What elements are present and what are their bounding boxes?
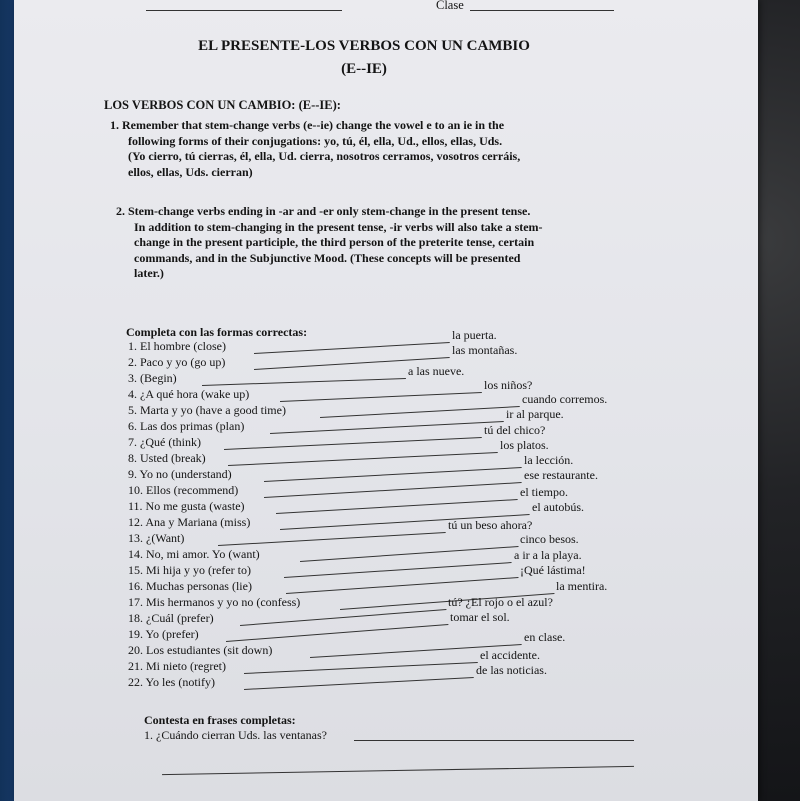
rule-1-line: ellos, ellas, Uds. cierran) (128, 164, 253, 179)
exercise-ending: tú del chico? (484, 423, 546, 437)
rule-1-line: following forms of their conjugations: yo, tú, él, ella, Ud., ellos, ellas, Uds. (128, 133, 503, 148)
exercise-answer-line[interactable] (202, 378, 406, 386)
exercise-answer-line[interactable] (320, 406, 520, 418)
exercise-ending: tomar el sol. (450, 610, 510, 624)
exercise-answer-line[interactable] (244, 662, 478, 674)
rule-2-line: commands, and in the Subjunctive Mood. (These concepts will be presented (134, 250, 521, 265)
rule-2-line: change in the present participle, the third person of the preterite tense, certain (134, 235, 535, 249)
exercise-prompt: 19. Yo (prefer) (128, 627, 199, 641)
exercise-prompt: 18. ¿Cuál (prefer) (128, 611, 214, 625)
answer-blank-line[interactable] (162, 766, 634, 775)
exercise-ending: ir al parque. (506, 407, 564, 421)
rule-point-1 (110, 118, 520, 180)
exercise-ending: la lección. (524, 453, 574, 467)
exercise-answer-line[interactable] (270, 421, 504, 434)
rule-1-line: (Yo cierro, tú cierras, él, ella, Ud. cierra, nosotros cerramos, vosotros cerráis, (128, 149, 521, 163)
exercise-prompt: 10. Ellos (recommend) (128, 483, 239, 497)
exercise-ending: las montañas. (452, 343, 518, 357)
exercise-ending: el tiempo. (520, 485, 568, 499)
exercise-prompt: 22. Yo les (notify) (128, 675, 216, 689)
exercise-prompt: 1. El hombre (close) (128, 339, 226, 353)
exercise-prompt: 4. ¿A qué hora (wake up) (128, 387, 250, 401)
exercise-prompt: 3. (Begin) (128, 371, 177, 385)
exercise-answer-line[interactable] (224, 437, 482, 450)
exercise-answer-line[interactable] (218, 532, 446, 546)
completa-heading: Completa con las formas correctas: (126, 325, 308, 339)
exercise-prompt: 6. Las dos primas (plan) (128, 419, 245, 433)
exercise-answer-line[interactable] (276, 499, 518, 514)
exercise-answer-line[interactable] (264, 482, 522, 498)
exercise-ending: la mentira. (556, 579, 608, 593)
answer-blank-line[interactable] (354, 740, 634, 741)
exercise-ending: a ir a la playa. (514, 548, 582, 562)
exercise-ending: a las nueve. (408, 364, 465, 378)
worksheet-page (14, 0, 758, 801)
exercise-ending: el autobús. (532, 500, 584, 514)
exercise-prompt: 11. No me gusta (waste) (128, 499, 245, 513)
question-prompt: 1. ¿Cuándo cierran Uds. las ventanas? (144, 728, 327, 742)
exercise-prompt: 2. Paco y yo (go up) (128, 355, 226, 369)
exercise-answer-line[interactable] (286, 577, 518, 594)
exercise-ending: ¡Qué lástima! (520, 563, 586, 577)
exercise-ending: los niños? (484, 378, 533, 392)
exercise-prompt: 9. Yo no (understand) (128, 467, 232, 481)
exercise-prompt: 20. Los estudiantes (sit down) (128, 643, 273, 657)
exercise-prompt: 13. ¿(Want) (128, 531, 185, 545)
exercise-ending: los platos. (500, 438, 549, 452)
clase-blank-line[interactable] (470, 10, 614, 11)
exercise-prompt: 21. Mi nieto (regret) (128, 659, 226, 673)
exercise-ending: cuando corremos. (522, 392, 608, 406)
exercise-answer-line[interactable] (226, 624, 448, 642)
exercise-answer-line[interactable] (228, 452, 498, 466)
exercise-answer-line[interactable] (244, 677, 474, 690)
contesta-heading: Contesta en frases completas: (144, 713, 296, 727)
exercise-prompt: 5. Marta y yo (have a good time) (128, 403, 286, 417)
exercise-prompt: 7. ¿Qué (think) (128, 435, 201, 449)
exercise-answer-line[interactable] (280, 392, 482, 402)
exercise-ending: tú un beso ahora? (448, 518, 533, 532)
rule-point-2 (116, 204, 543, 282)
exercise-ending: ese restaurante. (524, 468, 598, 482)
rule-2-line: In addition to stem-changing in the present tense, -ir verbs will also take a stem- (134, 219, 543, 234)
exercise-ending: en clase. (524, 630, 566, 644)
exercise-answer-line[interactable] (264, 467, 522, 482)
exercise-prompt: 17. Mis hermanos y yo no (confess) (128, 595, 301, 609)
exercise-ending: la puerta. (452, 328, 497, 342)
exercise-answer-line[interactable] (284, 562, 512, 578)
worksheet-subtitle: (E--IE) (341, 61, 387, 77)
exercise-ending: el accidente. (480, 648, 540, 662)
exercise-prompt: 15. Mi hija y yo (refer to) (128, 563, 251, 577)
worksheet-title: EL PRESENTE-LOS VERBOS CON UN CAMBIO (198, 38, 530, 54)
exercise-answer-line[interactable] (240, 609, 446, 626)
exercise-prompt: 8. Usted (break) (128, 451, 206, 465)
rule-1-line: 1. Remember that stem-change verbs (e--ie) change the vowel e to an ie in the (110, 118, 505, 132)
exercise-prompt: 12. Ana y Mariana (miss) (128, 515, 251, 529)
exercise-prompt: 16. Muchas personas (lie) (128, 579, 252, 593)
section-heading: LOS VERBOS CON UN CAMBIO: (E--IE): (104, 98, 341, 112)
exercise-prompt: 14. No, mi amor. Yo (want) (128, 547, 260, 561)
name-blank-line[interactable] (146, 10, 342, 11)
rule-2-line: 2. Stem-change verbs ending in -ar and -er only stem-change in the present tense. (116, 204, 531, 218)
exercise-answer-line[interactable] (300, 546, 518, 562)
exercise-ending: de las noticias. (476, 663, 547, 677)
clase-label: Clase (436, 0, 464, 12)
rule-2-line: later.) (134, 266, 164, 280)
exercise-answer-line[interactable] (254, 342, 450, 354)
exercise-ending: cinco besos. (520, 532, 579, 546)
exercise-ending: tú? ¿El rojo o el azul? (448, 595, 553, 609)
